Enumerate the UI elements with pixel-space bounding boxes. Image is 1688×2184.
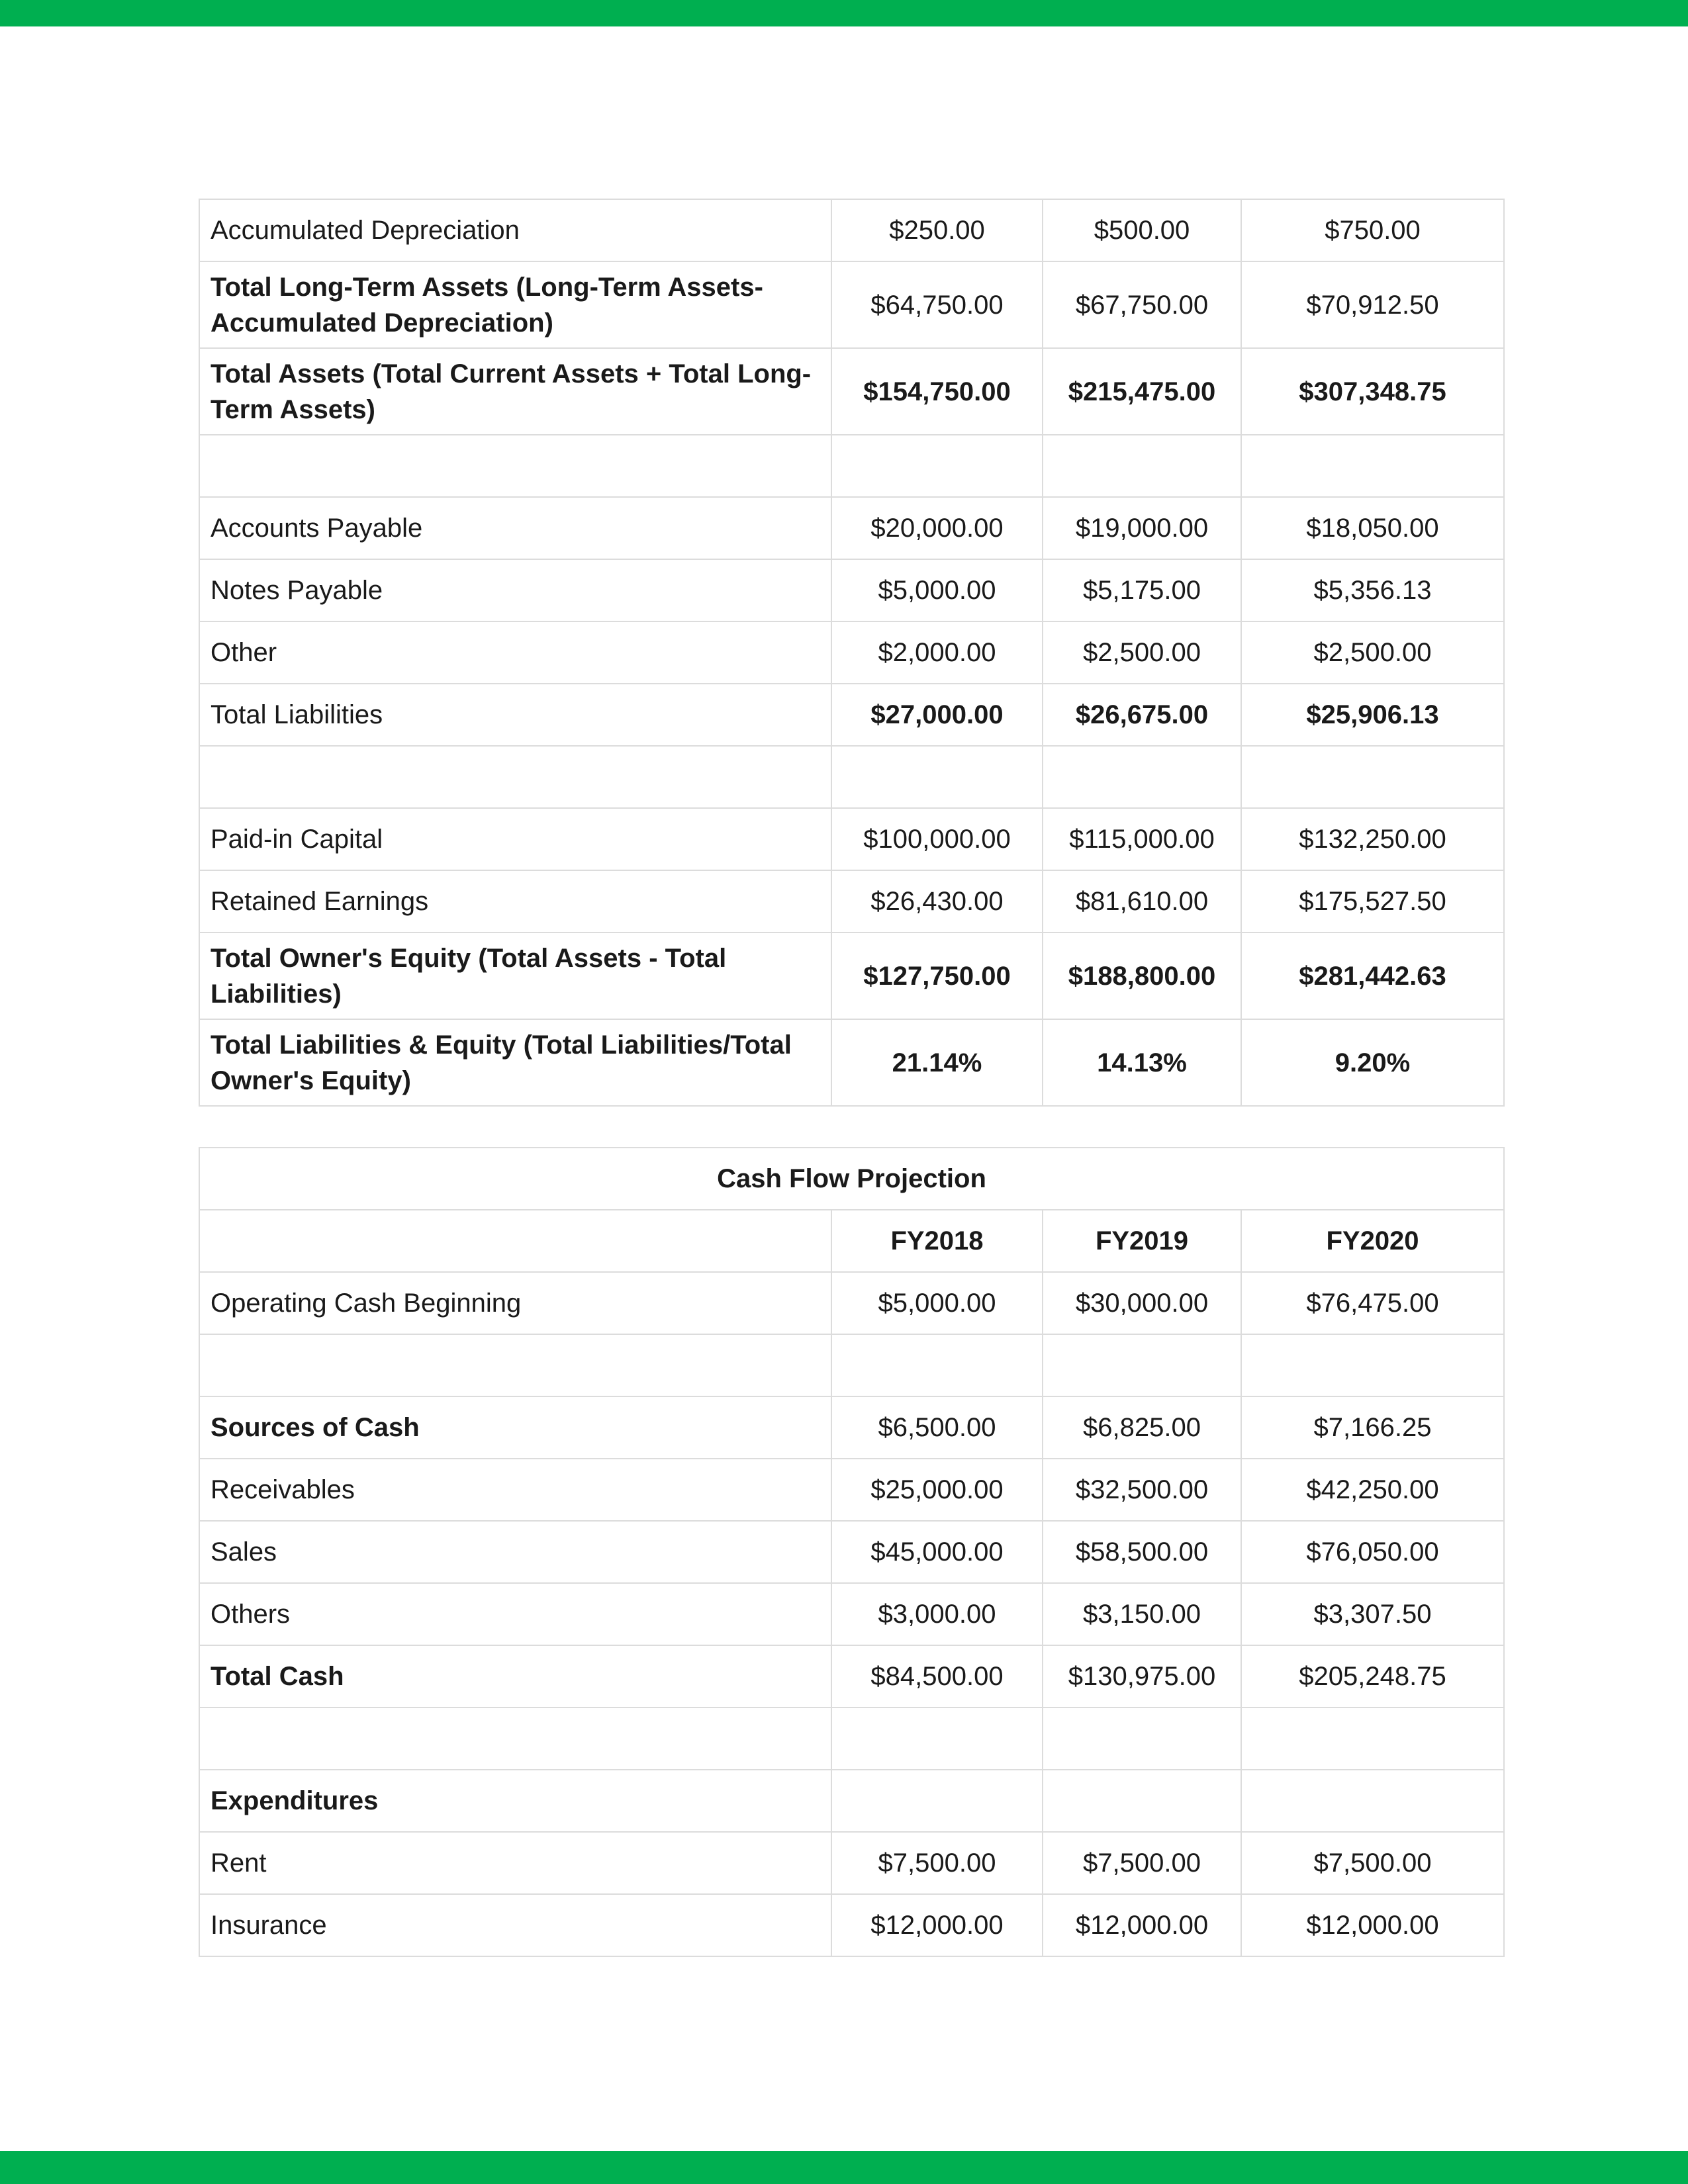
- row-value-3: $205,248.75: [1241, 1645, 1504, 1707]
- header-blank-cell: [199, 1210, 831, 1272]
- row-value-3: $5,356.13: [1241, 559, 1504, 621]
- row-value-3: $175,527.50: [1241, 870, 1504, 933]
- row-value-3: $750.00: [1241, 199, 1504, 261]
- row-value-1: $100,000.00: [831, 808, 1043, 870]
- row-value-1: $3,000.00: [831, 1583, 1043, 1645]
- row-value-3: $7,166.25: [1241, 1396, 1504, 1459]
- table-row: [199, 1583, 1504, 1645]
- row-value-1: $2,000.00: [831, 621, 1043, 684]
- bottom-accent-bar: [0, 2151, 1688, 2184]
- row-value-3: $2,500.00: [1241, 621, 1504, 684]
- row-value-1: $127,750.00: [831, 933, 1043, 1019]
- row-value-2: $6,825.00: [1043, 1396, 1241, 1459]
- row-value-1: $12,000.00: [831, 1894, 1043, 1956]
- row-value-1: $84,500.00: [831, 1645, 1043, 1707]
- cash-flow-body: [199, 1272, 1504, 1956]
- row-label: Total Long-Term Assets (Long-Term Assets-Accumulated Depreciation): [199, 261, 831, 348]
- table-row: [199, 497, 1504, 559]
- row-value-3: $70,912.50: [1241, 261, 1504, 348]
- row-label: Others: [199, 1583, 831, 1645]
- row-value-2: $58,500.00: [1043, 1521, 1241, 1583]
- row-label: Total Owner's Equity (Total Assets - Total Liabilities): [199, 933, 831, 1019]
- table-row: [199, 1832, 1504, 1894]
- table-row: [199, 684, 1504, 746]
- row-value-2: $188,800.00: [1043, 933, 1241, 1019]
- row-value-2: $7,500.00: [1043, 1832, 1241, 1894]
- row-value-3: $25,906.13: [1241, 684, 1504, 746]
- row-value-3: $42,250.00: [1241, 1459, 1504, 1521]
- row-label: Sources of Cash: [199, 1396, 831, 1459]
- row-label: Paid-in Capital: [199, 808, 831, 870]
- row-value-2: $19,000.00: [1043, 497, 1241, 559]
- row-value-3: [1241, 435, 1504, 497]
- row-value-1: $7,500.00: [831, 1832, 1043, 1894]
- row-value-3: $18,050.00: [1241, 497, 1504, 559]
- row-label: [199, 435, 831, 497]
- row-label: Operating Cash Beginning: [199, 1272, 831, 1334]
- table-row: [199, 435, 1504, 497]
- table-row: [199, 1334, 1504, 1396]
- header-year-2: FY2019: [1043, 1210, 1241, 1272]
- cash-flow-title: Cash Flow Projection: [199, 1148, 1504, 1210]
- row-value-1: [831, 746, 1043, 808]
- row-value-3: $281,442.63: [1241, 933, 1504, 1019]
- top-accent-bar: [0, 0, 1688, 26]
- row-value-1: $26,430.00: [831, 870, 1043, 933]
- row-value-2: [1043, 1770, 1241, 1832]
- row-value-3: $7,500.00: [1241, 1832, 1504, 1894]
- row-value-3: $12,000.00: [1241, 1894, 1504, 1956]
- row-value-2: $5,175.00: [1043, 559, 1241, 621]
- table-row: [199, 808, 1504, 870]
- row-value-2: 14.13%: [1043, 1019, 1241, 1106]
- row-value-2: [1043, 746, 1241, 808]
- row-value-1: [831, 1334, 1043, 1396]
- row-value-3: [1241, 1707, 1504, 1770]
- table-row: [199, 1521, 1504, 1583]
- row-value-3: $307,348.75: [1241, 348, 1504, 435]
- row-value-3: $76,475.00: [1241, 1272, 1504, 1334]
- table-row: [199, 1396, 1504, 1459]
- row-label: Rent: [199, 1832, 831, 1894]
- row-label: Insurance: [199, 1894, 831, 1956]
- table-row: [199, 348, 1504, 435]
- table-row: [199, 1459, 1504, 1521]
- row-value-1: $20,000.00: [831, 497, 1043, 559]
- row-value-2: $130,975.00: [1043, 1645, 1241, 1707]
- row-value-1: $250.00: [831, 199, 1043, 261]
- row-value-3: 9.20%: [1241, 1019, 1504, 1106]
- table-row: [199, 199, 1504, 261]
- table-row: [199, 621, 1504, 684]
- row-value-1: 21.14%: [831, 1019, 1043, 1106]
- row-label: Total Liabilities & Equity (Total Liabilities/Total Owner's Equity): [199, 1019, 831, 1106]
- row-value-2: $26,675.00: [1043, 684, 1241, 746]
- row-value-1: $45,000.00: [831, 1521, 1043, 1583]
- cash-flow-table: [199, 1147, 1505, 1957]
- row-value-1: [831, 1770, 1043, 1832]
- row-value-1: $5,000.00: [831, 1272, 1043, 1334]
- row-label: Receivables: [199, 1459, 831, 1521]
- row-value-2: $32,500.00: [1043, 1459, 1241, 1521]
- table-row: [199, 746, 1504, 808]
- row-label: Sales: [199, 1521, 831, 1583]
- balance-sheet-body: [199, 199, 1504, 1106]
- table-row: [199, 261, 1504, 348]
- row-value-2: [1043, 1707, 1241, 1770]
- row-value-2: $215,475.00: [1043, 348, 1241, 435]
- row-label: Accounts Payable: [199, 497, 831, 559]
- row-label: Total Liabilities: [199, 684, 831, 746]
- row-label: Accumulated Depreciation: [199, 199, 831, 261]
- row-value-2: $67,750.00: [1043, 261, 1241, 348]
- table-row: [199, 870, 1504, 933]
- row-value-1: $25,000.00: [831, 1459, 1043, 1521]
- row-label: [199, 746, 831, 808]
- row-label: Total Cash: [199, 1645, 831, 1707]
- row-value-2: $12,000.00: [1043, 1894, 1241, 1956]
- row-value-2: $30,000.00: [1043, 1272, 1241, 1334]
- row-value-3: [1241, 1770, 1504, 1832]
- row-value-2: $500.00: [1043, 199, 1241, 261]
- row-value-1: $154,750.00: [831, 348, 1043, 435]
- row-value-2: $3,150.00: [1043, 1583, 1241, 1645]
- row-value-3: $3,307.50: [1241, 1583, 1504, 1645]
- row-label: Notes Payable: [199, 559, 831, 621]
- table-row: [199, 559, 1504, 621]
- row-value-1: [831, 435, 1043, 497]
- row-value-2: $2,500.00: [1043, 621, 1241, 684]
- row-value-1: $64,750.00: [831, 261, 1043, 348]
- cash-flow-title-row: [199, 1148, 1504, 1210]
- header-year-3: FY2020: [1241, 1210, 1504, 1272]
- table-row: [199, 1272, 1504, 1334]
- row-value-3: [1241, 746, 1504, 808]
- row-value-2: $81,610.00: [1043, 870, 1241, 933]
- row-value-2: $115,000.00: [1043, 808, 1241, 870]
- cash-flow-header-row: [199, 1210, 1504, 1272]
- row-label: [199, 1334, 831, 1396]
- row-value-3: $132,250.00: [1241, 808, 1504, 870]
- table-row: [199, 1770, 1504, 1832]
- row-label: Retained Earnings: [199, 870, 831, 933]
- row-value-1: $5,000.00: [831, 559, 1043, 621]
- row-value-3: $76,050.00: [1241, 1521, 1504, 1583]
- table-row: [199, 1894, 1504, 1956]
- table-row: [199, 1645, 1504, 1707]
- row-label: [199, 1707, 831, 1770]
- row-label: Other: [199, 621, 831, 684]
- row-value-1: $6,500.00: [831, 1396, 1043, 1459]
- table-row: [199, 933, 1504, 1019]
- row-value-3: [1241, 1334, 1504, 1396]
- table-row: [199, 1019, 1504, 1106]
- row-value-1: $27,000.00: [831, 684, 1043, 746]
- row-label: Expenditures: [199, 1770, 831, 1832]
- balance-sheet-table: [199, 199, 1505, 1107]
- header-year-1: FY2018: [831, 1210, 1043, 1272]
- row-value-2: [1043, 435, 1241, 497]
- row-value-1: [831, 1707, 1043, 1770]
- table-row: [199, 1707, 1504, 1770]
- row-value-2: [1043, 1334, 1241, 1396]
- row-label: Total Assets (Total Current Assets + Total Long-Term Assets): [199, 348, 831, 435]
